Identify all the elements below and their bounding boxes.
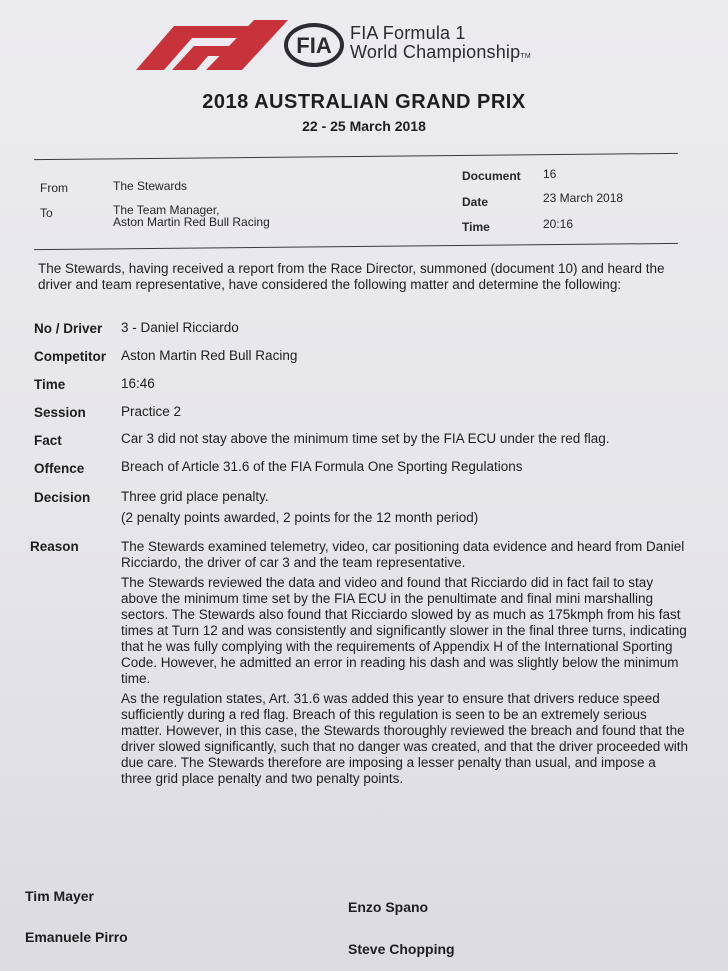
meta-divider <box>34 243 678 250</box>
document-value: 16 <box>543 167 557 181</box>
to-value-line2: Aston Martin Red Bull Racing <box>113 215 270 229</box>
fact-value: Car 3 did not stay above the minimum time set by the FIA ECU under the red flag. <box>121 431 610 446</box>
fia-badge-text: FIA <box>296 33 332 58</box>
time-label: Time <box>462 220 490 234</box>
decision-label: Decision <box>34 490 91 505</box>
competitor-label: Competitor <box>34 349 106 364</box>
from-label: From <box>40 181 68 195</box>
to-value-line1: The Team Manager, <box>113 203 220 217</box>
decision-line1: Three grid place penalty. <box>121 489 269 504</box>
reason-label: Reason <box>30 539 79 554</box>
date-label: Date <box>462 195 489 209</box>
event-title: 2018 AUSTRALIAN GRAND PRIX <box>202 91 526 113</box>
decision-line2: (2 penalty points awarded, 2 points for the 12 month period) <box>121 510 479 525</box>
offence-value: Breach of Article 31.6 of the FIA Formula One Sporting Regulations <box>121 459 523 474</box>
trademark-mark: TM <box>520 53 531 60</box>
reason-body <box>121 539 689 791</box>
driver-label: No / Driver <box>34 321 103 336</box>
wordmark-line2: World Championship <box>350 42 521 62</box>
signatory-1: Tim Mayer <box>25 888 94 904</box>
date-value: 23 March 2018 <box>543 191 624 205</box>
to-label: To <box>40 206 53 220</box>
time-row-label: Time <box>34 377 66 392</box>
time-row-value: 16:46 <box>121 376 155 391</box>
reason-paragraph-1: The Stewards examined telemetry, video, car positioning data evidence and heard from Daniel Ricciardo, the driver of car 3 and the team representative. <box>121 539 685 570</box>
competitor-value: Aston Martin Red Bull Racing <box>121 348 298 363</box>
reason-paragraph-3: As the regulation states, Art. 31.6 was added this year to ensure that drivers reduce speed sufficiently during a red flag. Breach of this regulation is seen to be an extremely serious matter. However, in this case, the Stewards thoroughly reviewed the breach and found that the driver slowed significantly, such that no danger was created, and that the driver proceeded with due care. The Stewards therefore are imposing a lesser penalty than usual, and impose a three grid place penalty and two penalty points. <box>121 691 689 786</box>
wordmark-line1: FIA Formula 1 <box>350 23 466 43</box>
session-value: Practice 2 <box>121 404 182 419</box>
session-label: Session <box>34 405 86 420</box>
signatory-2: Enzo Spano <box>348 899 429 915</box>
driver-value: 3 - Daniel Ricciardo <box>121 320 239 335</box>
from-value: The Stewards <box>113 179 188 193</box>
championship-wordmark <box>350 24 531 66</box>
intro-paragraph: The Stewards, having received a report from the Race Director, summoned (document 10) and heard the driver and team representative, have considered the following matter and determine the following: <box>38 261 665 292</box>
signatory-4: Steve Chopping <box>348 941 455 957</box>
reason-paragraph-2: The Stewards reviewed the data and video and found that Ricciardo did in fact fail to stay above the minimum time set by the FIA ECU in the penultimate and final mini marshalling sectors. The Stewards also found that Ricciardo slowed by as much as 175kmph from his fast times at Turn 12 and was consistently and significantly slower in the final three turns, indicating that he was fully complying with the requirements of Appendix H of the International Sporting Code. However, he admitted an error in reading his dash and was slightly below the minimum time. <box>121 575 687 686</box>
header-divider <box>34 153 678 160</box>
document-label: Document <box>462 169 521 183</box>
offence-label: Offence <box>34 461 85 476</box>
event-dates: 22 - 25 March 2018 <box>302 118 426 134</box>
fact-label: Fact <box>34 433 62 448</box>
signatory-3: Emanuele Pirro <box>25 929 128 945</box>
time-value: 20:16 <box>543 217 574 231</box>
